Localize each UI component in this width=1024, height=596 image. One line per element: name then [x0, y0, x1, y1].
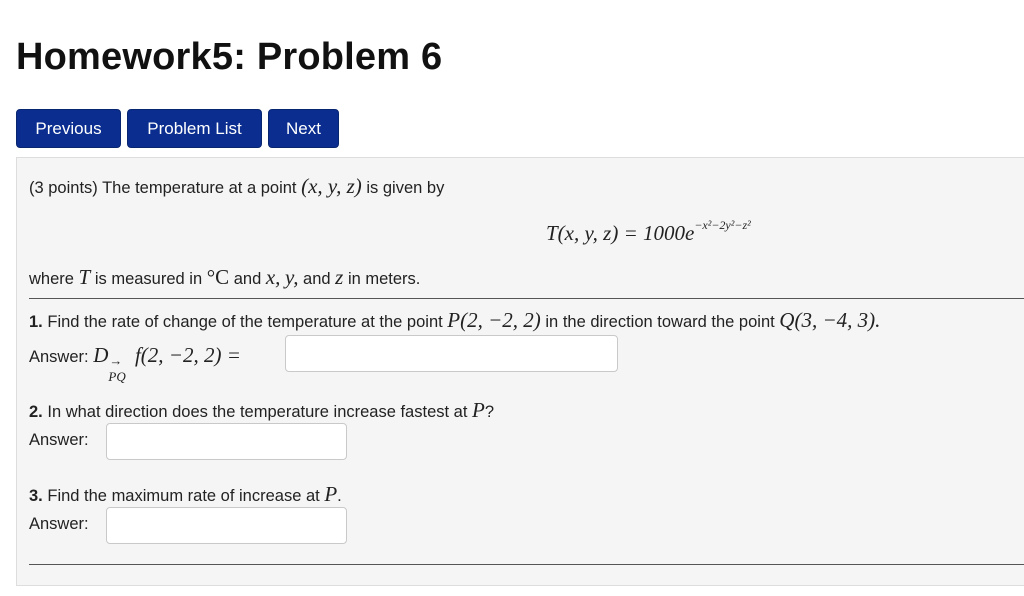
temperature-formula: T(x, y, $z) = 1000e^{-x^2-2y^2-z^2}$ — [546, 218, 751, 245]
problem-intro: (3 points) The temperature at a point (x, y, z) is given by — [29, 174, 445, 198]
answer-2-input[interactable] — [106, 423, 347, 460]
answer-1-input[interactable] — [285, 335, 618, 372]
problem-list-button[interactable]: Problem List — [127, 109, 262, 148]
previous-button[interactable]: Previous — [16, 109, 121, 148]
answer-2-label: Answer: — [29, 431, 89, 449]
units-description: where T is measured in °C and x, y, and z in meters. — [29, 265, 421, 289]
question-3: 3. Find the maximum rate of increase at P. — [29, 482, 342, 506]
question-2: 2. In what direction does the temperature increase fastest at P? — [29, 398, 495, 422]
point-expression: (x, y, z) — [301, 174, 362, 198]
vector-arrow: → — [109, 353, 123, 368]
question-1: 1. Find the rate of change of the temperature at the point P(2, −2, 2) in the direction toward the point Q(3, −4, 3). — [29, 308, 881, 332]
answer-3-input[interactable] — [106, 507, 347, 544]
answer-1-label: Answer: D → PQ f(2, −2, 2) = — [29, 343, 241, 384]
problem-panel — [16, 157, 1024, 586]
divider-top — [29, 298, 1024, 299]
divider-bottom — [29, 564, 1024, 565]
next-button[interactable]: Next — [268, 109, 339, 148]
page-title: Homework5: Problem 6 — [16, 36, 443, 78]
answer-3-label: Answer: — [29, 515, 89, 533]
